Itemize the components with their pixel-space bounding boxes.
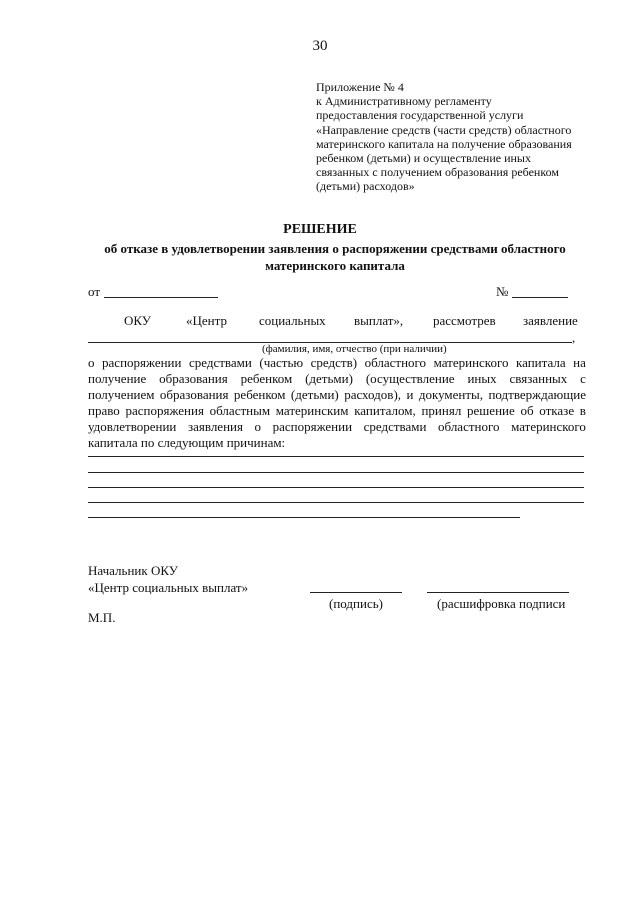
reason-line-1[interactable] — [88, 456, 584, 457]
decision-body-text — [88, 355, 586, 451]
annex-line: к Административному регламенту — [316, 94, 492, 109]
annex-line: ребенком (детьми) и осуществление иных — [316, 151, 531, 166]
annex-line: Приложение № 4 — [316, 80, 404, 94]
annex-line: связанных с получением образования ребенком — [316, 165, 559, 180]
annex-line: «Направление средств (части средств) областного — [316, 122, 572, 137]
row-word: заявление — [523, 313, 578, 328]
signature-decode-line[interactable] — [427, 592, 569, 593]
page-number: 30 — [312, 38, 328, 54]
reason-line-5[interactable] — [88, 517, 520, 518]
body-line: получением образования ребенком (детьми) расходов), и документы, подтверждающие — [88, 387, 586, 402]
document-page: 30 Приложение № 4 к Административному регламенту предоставления государственной услуги «Направление средств (части средств) областного материнского капитала на получение образования ребенком (детьми) и осуществление иных связанных с получением образования ребенком (детьми) расходов» РЕШЕНИЕ об отказе в удовлетворении заявления о распоряжении средствами областного материнского капитала от № ОКУ «Центр социальных выплат», рассмотрев заявление , (фамилия, имя, отчество (при наличии) о распоряжении средствами (частью средств) областного материнского капитала на получение образования ребенком (детьми) (осуществление иных связанных с получением образования ребенком (детьми) расходов), и документы, подтверждающие право распоряжения областным материнским капиталом, принял решение об отказе в удовлетворении заявления о распоряжении средствами областного материнского капитала по следующим причинам: Начальник ОКУ «Центр социальных выплат» (подпись) (расшифровка подписи М.П. — [0, 0, 640, 905]
date-field-line[interactable] — [104, 297, 218, 298]
document-subtitle: об отказе в удовлетворении заявления о распоряжении средствами областного материнского капитала — [104, 241, 566, 273]
signature-decode-caption: (расшифровка подписи — [437, 596, 566, 611]
signatory-organization: «Центр социальных выплат» — [88, 580, 249, 595]
signature-line[interactable] — [310, 592, 402, 593]
row-word: «Центр — [186, 313, 227, 328]
body-line: право распоряжения областным материнским капиталом, принял решение об отказе в — [88, 403, 586, 418]
name-hint-caption: (фамилия, имя, отчество (при наличии) — [262, 343, 447, 355]
reason-line-2[interactable] — [88, 472, 584, 473]
row-word: выплат», — [354, 313, 404, 328]
annex-line: (детьми) расходов» — [316, 179, 415, 194]
signature-caption: (подпись) — [329, 596, 383, 611]
row-word: социальных — [259, 313, 326, 328]
reason-line-3[interactable] — [88, 487, 584, 488]
body-line: о распоряжении средствами (частью средств) областного материнского капитала на — [88, 355, 586, 370]
reason-line-4[interactable] — [88, 502, 584, 503]
body-line: получение образования ребенком (детьми) (осуществление иных связанных с — [88, 371, 586, 386]
from-label: от — [88, 284, 101, 299]
annex-line: материнского капитала на получение образования — [316, 136, 572, 151]
annex-line: предоставления государственной услуги — [316, 108, 524, 123]
signatory-title: Начальник ОКУ — [88, 563, 178, 578]
stamp-place-label: М.П. — [88, 610, 116, 625]
body-line: капитала по следующим причинам: — [88, 435, 286, 450]
document-title: РЕШЕНИЕ — [283, 222, 357, 237]
row-word: рассмотрев — [433, 313, 496, 328]
row-word: ОКУ — [124, 313, 152, 328]
annex-block — [316, 80, 596, 194]
number-field-line[interactable] — [512, 297, 568, 298]
body-line: удовлетворении заявления о распоряжении средствами областного материнского — [88, 419, 586, 434]
number-label: № — [496, 284, 509, 299]
